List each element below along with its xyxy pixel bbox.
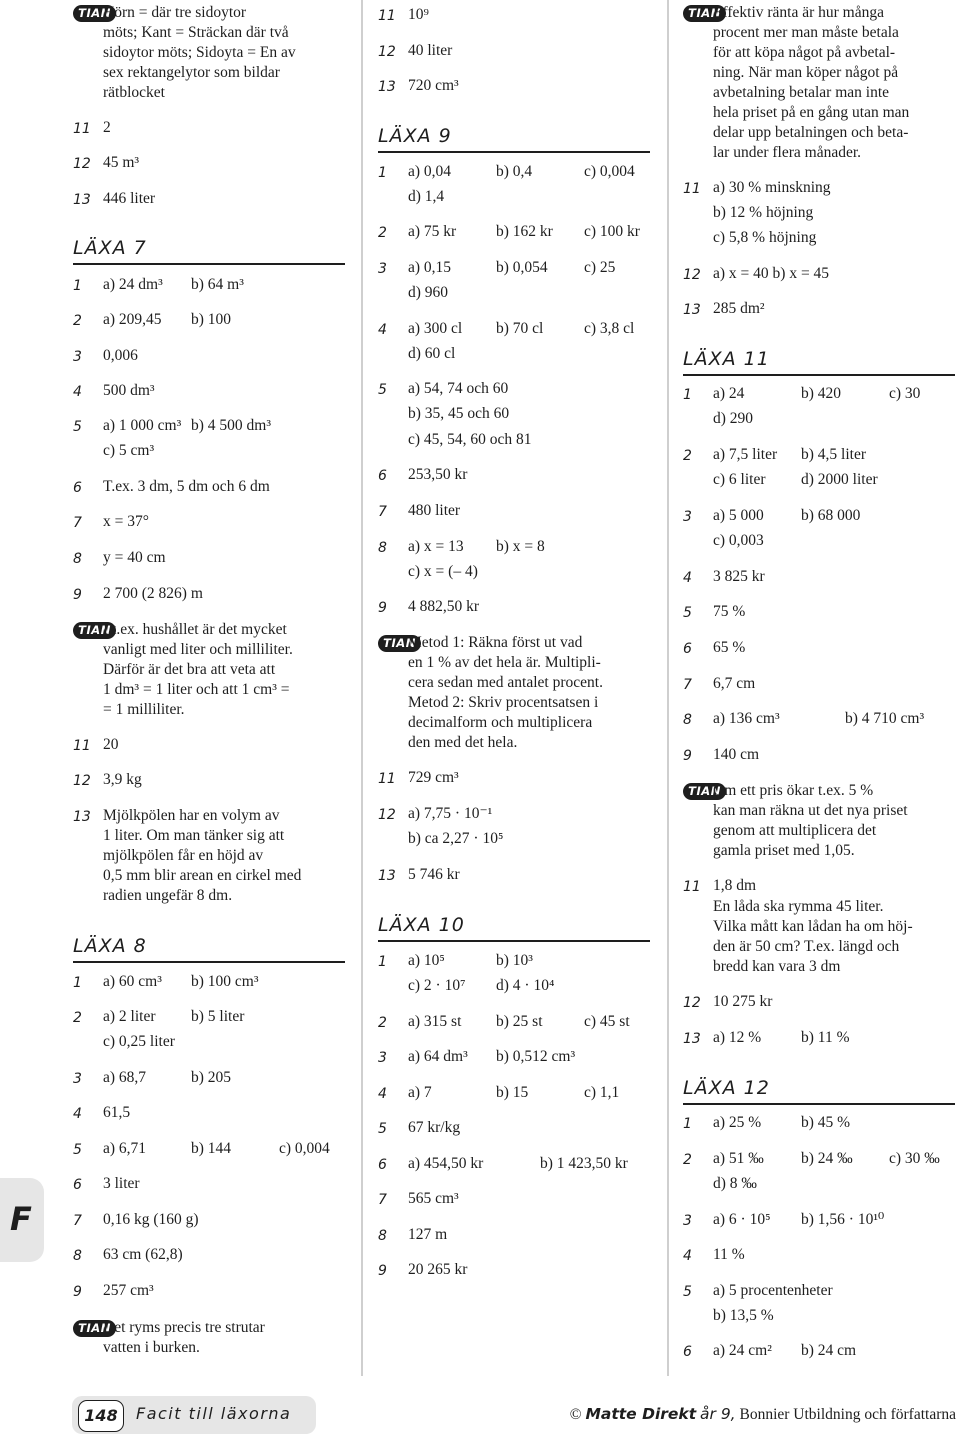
answer-text: y = 40 cm [103,549,166,566]
item-number: 1 [683,387,692,403]
tip-badge: TIAN [683,783,726,800]
tip-badge: TIAN [378,635,421,652]
answer-text: b) 12 % höjning [713,204,814,221]
item-number: 7 [378,1192,387,1208]
item-number: 9 [73,587,82,603]
answer-text: a) 7,75 · 10⁻¹ [408,805,493,822]
answer-text: a) 136 cm³ [713,710,780,727]
answer-text: för att köpa något på avbetal- [713,44,896,61]
answer-text: a) 64 dm³ [408,1048,468,1065]
item-number: 2 [378,225,387,241]
section-tab-letter: F [10,1200,32,1238]
answer-text: 65 % [713,639,746,656]
answer-part: b) 162 kr [496,223,553,240]
item-number: 3 [378,261,387,277]
answer-part: b) 144 [191,1140,232,1157]
answer-text: En låda ska rymma 45 liter. [713,898,884,915]
item-number: 3 [683,509,692,525]
answer-text: avbetalning betalar man inte [713,84,890,101]
item-number: 4 [378,1086,387,1102]
answer-text: sidoytor möts; Sidoyta = En av [103,44,296,61]
answer-text: a) 5 000 [713,507,764,524]
item-number: 6 [378,468,387,484]
answer-part: c) 0,004 [279,1140,330,1157]
answer-text: a) 315 st [408,1013,462,1030]
series-name: Matte [585,1405,637,1423]
item-number: 8 [73,1248,82,1264]
answer-part: b) 4 500 dm³ [191,417,271,434]
answer-text: Metod 2: Skriv procentsatsen i [408,694,599,711]
answer-part: b) 100 [191,311,232,328]
answer-text: 3 825 kr [713,568,765,585]
answer-text: 565 cm³ [408,1190,459,1207]
answer-text: sex rektangelytor som bildar [103,64,280,81]
section-rule [378,940,650,942]
item-number: 3 [683,1213,692,1229]
answer-text: ning. När man köper något på [713,64,899,81]
answer-text: 10⁹ [408,6,429,23]
section-heading: LÄXA 12 [683,1077,770,1099]
answer-part: b) 5 liter [191,1008,245,1025]
answer-part: c) 30 ‰ [889,1150,940,1167]
answer-text: a) 6 · 10⁵ [713,1211,771,1228]
answer-text: a) 30 % minskning [713,179,831,196]
answer-text: b) 35, 45 och 60 [408,405,510,422]
answer-text: möts; Kant = Sträckan där två [103,24,289,41]
column-divider [361,0,363,1376]
item-number: 9 [378,1263,387,1279]
answer-part: d) 2000 liter [801,471,878,488]
item-number: 11 [683,181,701,197]
answer-text: c) 0,003 [713,532,764,549]
page-number: 148 [78,1400,124,1432]
item-number: 8 [378,540,387,556]
answer-text: procent mer man måste betala [713,24,899,41]
answer-text: c) 2 · 10⁷ [408,977,466,994]
item-number: 4 [73,384,82,400]
answer-text: 127 m [408,1226,448,1243]
answer-part: b) 10³ [496,952,533,969]
answer-text: a) 25 % [713,1114,762,1131]
item-number: 13 [73,809,91,825]
item-number: 5 [683,1284,692,1300]
answer-text: 0,16 kg (160 g) [103,1211,199,1228]
answer-text: a) 7 [408,1084,432,1101]
publisher: Bonnier Utbildning och författarna [739,1406,956,1423]
item-number: 7 [73,515,82,531]
answer-text: 45 m³ [103,154,140,171]
answer-text: a) x = 40 b) x = 45 [713,265,830,282]
section-heading: LÄXA 7 [73,237,147,259]
answer-text: mjölkpölen får en höjd av [103,847,264,864]
item-number: 11 [683,879,701,895]
copyright-symbol: © [569,1406,582,1423]
answer-text: 446 liter [103,190,156,207]
answer-text: den är 50 cm? T.ex. längd och [713,938,900,955]
item-number: 8 [378,1228,387,1244]
answer-text: 67 kr/kg [408,1119,461,1136]
answer-part: b) 68 000 [801,507,861,524]
answer-text: a) 454,50 kr [408,1155,484,1172]
item-number: 6 [73,480,82,496]
answer-part: d) 4 · 10⁴ [496,977,555,994]
item-number: 1 [378,165,387,181]
item-number: 7 [683,677,692,693]
answer-text: a) 60 cm³ [103,973,162,990]
answer-part: c) 25 [584,259,616,276]
answer-text: c) 6 liter [713,471,766,488]
answer-part: b) 1 423,50 kr [540,1155,628,1172]
answer-text: c) 5 cm³ [103,442,155,459]
item-number: 13 [683,1031,701,1047]
answer-part: b) 25 st [496,1013,543,1030]
answer-text: rätblocket [103,84,165,101]
answer-text: 720 cm³ [408,77,459,94]
answer-text: c) 0,25 liter [103,1033,175,1050]
tip-text: Om ett pris ökar t.ex. 5 % [713,782,874,799]
answer-text: 0,5 mm blir arean en cirkel med [103,867,302,884]
answer-part: c) 3,8 cl [584,320,635,337]
answer-text: x = 37° [103,513,149,530]
item-number: 2 [378,1015,387,1031]
tip-text: Det ryms precis tre strutar [103,1319,265,1336]
item-number: 11 [73,121,91,137]
item-number: 1 [378,954,387,970]
answer-text: 2 [103,119,111,136]
answer-text: 5 746 kr [408,866,460,883]
answer-text: d) 1,4 [408,188,445,205]
answer-part: b) 11 % [801,1029,850,1046]
answer-part: b) 45 % [801,1114,851,1131]
answer-text: a) 10⁵ [408,952,445,969]
answer-text: 2 700 (2 826) m [103,585,203,602]
answer-part: b) 1,56 · 10¹⁰ [801,1211,885,1228]
answer-part: b) 0,512 cm³ [496,1048,576,1065]
section-rule [378,151,650,153]
item-number: 6 [683,641,692,657]
answer-text: a) 0,15 [408,259,452,276]
answer-text: genom att multiplicera det [713,822,877,839]
answer-part: b) x = 8 [496,538,545,555]
item-number: 2 [683,448,692,464]
answer-text: a) 5 procentenheter [713,1282,833,1299]
series-name: Direkt [642,1405,697,1423]
answer-part: b) 100 cm³ [191,973,259,990]
series-year: år 9, [700,1405,736,1423]
column-divider [667,0,669,1376]
item-number: 8 [73,551,82,567]
answer-text: vanligt med liter och milliliter. [103,641,293,658]
answer-text: a) 1 000 cm³ [103,417,182,434]
item-number: 13 [73,192,91,208]
answer-text: a) 24 [713,385,745,402]
answer-part: b) 24 ‰ [801,1150,853,1167]
item-number: 6 [378,1157,387,1173]
tip-badge: TIAN [73,622,116,639]
item-number: 5 [378,382,387,398]
item-number: 12 [378,807,396,823]
answer-part: b) 205 [191,1069,232,1086]
answer-text: 3,9 kg [103,771,142,788]
answer-text: a) x = 13 [408,538,464,555]
answer-part: c) 1,1 [584,1084,620,1101]
tip-badge: TIAN [683,5,726,22]
answer-text: 6,7 cm [713,675,756,692]
item-number: 5 [73,1142,82,1158]
answer-text: 1 dm³ = 1 liter och att 1 cm³ = [103,681,290,698]
item-number: 7 [378,504,387,520]
answer-text: cera sedan med antalet procent. [408,674,603,691]
item-number: 4 [378,322,387,338]
answer-text: gamla priset med 1,05. [713,842,855,859]
answer-text: a) 51 ‰ [713,1150,764,1167]
item-number: 4 [73,1106,82,1122]
item-number: 13 [378,868,396,884]
answer-text: 40 liter [408,42,453,59]
answer-text: 729 cm³ [408,769,459,786]
item-number: 12 [73,773,91,789]
answer-text: 253,50 kr [408,466,468,483]
answer-text: a) 68,7 [103,1069,147,1086]
answer-text: c) 5,8 % höjning [713,229,817,246]
item-number: 9 [683,748,692,764]
tip-text: Effektiv ränta är hur många [713,4,884,21]
item-number: 11 [73,738,91,754]
answer-part: b) 64 m³ [191,276,244,293]
tip-text: I t.ex. hushållet är det mycket [103,621,287,638]
item-number: 6 [683,1344,692,1360]
section-rule [683,374,955,376]
tip-text: Metod 1: Räkna först ut vad [408,634,583,651]
answer-part: c) 30 [889,385,921,402]
answer-text: 61,5 [103,1104,131,1121]
answer-part: b) 4 710 cm³ [845,710,925,727]
item-number: 13 [378,79,396,95]
answer-text: Därför är det bra att veta att [103,661,276,678]
answer-text: = 1 milliliter. [103,701,185,718]
answer-text: d) 290 [713,410,754,427]
answer-text: 63 cm (62,8) [103,1246,183,1263]
answer-part: b) 0,054 [496,259,548,276]
answer-text: a) 6,71 [103,1140,147,1157]
answer-text: 140 cm [713,746,760,763]
item-number: 12 [73,156,91,172]
answer-text: a) 209,45 [103,311,162,328]
item-number: 4 [683,1248,692,1264]
answer-text: 1,8 dm [713,877,757,894]
answer-text: a) 75 kr [408,223,457,240]
section-heading: LÄXA 8 [73,935,147,957]
answer-text: a) 2 liter [103,1008,156,1025]
tip-badge: TIAN [73,5,116,22]
answer-text: b) 13,5 % [713,1307,774,1324]
item-number: 9 [378,600,387,616]
answer-text: c) x = (– 4) [408,563,478,580]
answer-text: den med det hela. [408,734,518,751]
answer-text: b) ca 2,27 · 10⁵ [408,830,504,847]
item-number: 2 [73,1010,82,1026]
answer-part: c) 0,004 [584,163,635,180]
item-number: 5 [73,419,82,435]
answer-text: 3 liter [103,1175,140,1192]
answer-text: lar under flera månader. [713,144,862,161]
answer-text: a) 7,5 liter [713,446,778,463]
answer-text: 257 cm³ [103,1282,154,1299]
answer-text: Vilka mått kan lådan ha om höj- [713,918,913,935]
item-number: 3 [73,349,82,365]
answer-text: c) 45, 54, 60 och 81 [408,431,532,448]
answer-part: b) 15 [496,1084,529,1101]
section-rule [73,961,345,963]
answer-text: a) 300 cl [408,320,463,337]
item-number: 2 [683,1152,692,1168]
answer-part: c) 45 st [584,1013,630,1030]
item-number: 5 [378,1121,387,1137]
answer-part: c) 100 kr [584,223,640,240]
answer-text: 500 dm³ [103,382,155,399]
answer-text: a) 0,04 [408,163,452,180]
answer-text: Mjölkpölen har en volym av [103,807,280,824]
section-heading: LÄXA 11 [683,348,770,370]
tip-badge: TIAN [73,1320,116,1337]
section-heading: LÄXA 10 [378,914,465,936]
answer-text: en 1 % av det hela är. Multipli- [408,654,601,671]
answer-text: T.ex. 3 dm, 5 dm och 6 dm [103,478,270,495]
section-rule [73,263,345,265]
item-number: 7 [73,1213,82,1229]
item-number: 11 [378,8,396,24]
answer-text: 285 dm² [713,300,765,317]
answer-text: 480 liter [408,502,461,519]
footer-copyright [570,1405,956,1424]
answer-text: 1 liter. Om man tänker sig att [103,827,285,844]
section-rule [683,1103,955,1105]
item-number: 13 [683,302,701,318]
item-number: 1 [73,278,82,294]
item-number: 9 [73,1284,82,1300]
answer-text: 0,006 [103,347,138,364]
answer-text: vatten i burken. [103,1339,200,1356]
footer-section-title: Facit till läxorna [136,1404,292,1423]
answer-text: 4 882,50 kr [408,598,480,615]
answer-text: a) 24 dm³ [103,276,163,293]
answer-text: hela priset på en gång utan man [713,104,910,121]
answer-text: a) 12 % [713,1029,762,1046]
answer-part: b) 420 [801,385,842,402]
item-number: 4 [683,570,692,586]
section-heading: LÄXA 9 [378,125,452,147]
item-number: 11 [378,771,396,787]
item-number: 12 [683,995,701,1011]
answer-text: 75 % [713,603,746,620]
answer-text: a) 54, 74 och 60 [408,380,509,397]
answer-text: 20 265 kr [408,1261,468,1278]
answer-part: b) 70 cl [496,320,544,337]
answer-text: 11 % [713,1246,745,1263]
item-number: 3 [73,1071,82,1087]
item-number: 12 [378,44,396,60]
answer-text: d) 8 ‰ [713,1175,757,1192]
item-number: 1 [683,1116,692,1132]
answer-part: b) 4,5 liter [801,446,866,463]
item-number: 1 [73,975,82,991]
item-number: 2 [73,313,82,329]
answer-text: bredd kan vara 3 dm [713,958,841,975]
answer-part: b) 24 cm [801,1342,857,1359]
item-number: 12 [683,267,701,283]
answer-text: a) 24 cm² [713,1342,772,1359]
section-tab [0,1178,44,1262]
answer-text: d) 60 cl [408,345,456,362]
answer-text: decimalform och multiplicera [408,714,593,731]
item-number: 3 [378,1050,387,1066]
item-number: 5 [683,605,692,621]
answer-text: delar upp betalningen och beta- [713,124,909,141]
answer-text: kan man räkna ut det nya priset [713,802,908,819]
answer-text: d) 960 [408,284,449,301]
answer-text: 20 [103,736,119,753]
item-number: 8 [683,712,692,728]
answer-text: radien ungefär 8 dm. [103,887,233,904]
answer-part: b) 0,4 [496,163,533,180]
tip-text: Hörn = där tre sidoytor [103,4,247,21]
item-number: 6 [73,1177,82,1193]
answer-text: 10 275 kr [713,993,773,1010]
